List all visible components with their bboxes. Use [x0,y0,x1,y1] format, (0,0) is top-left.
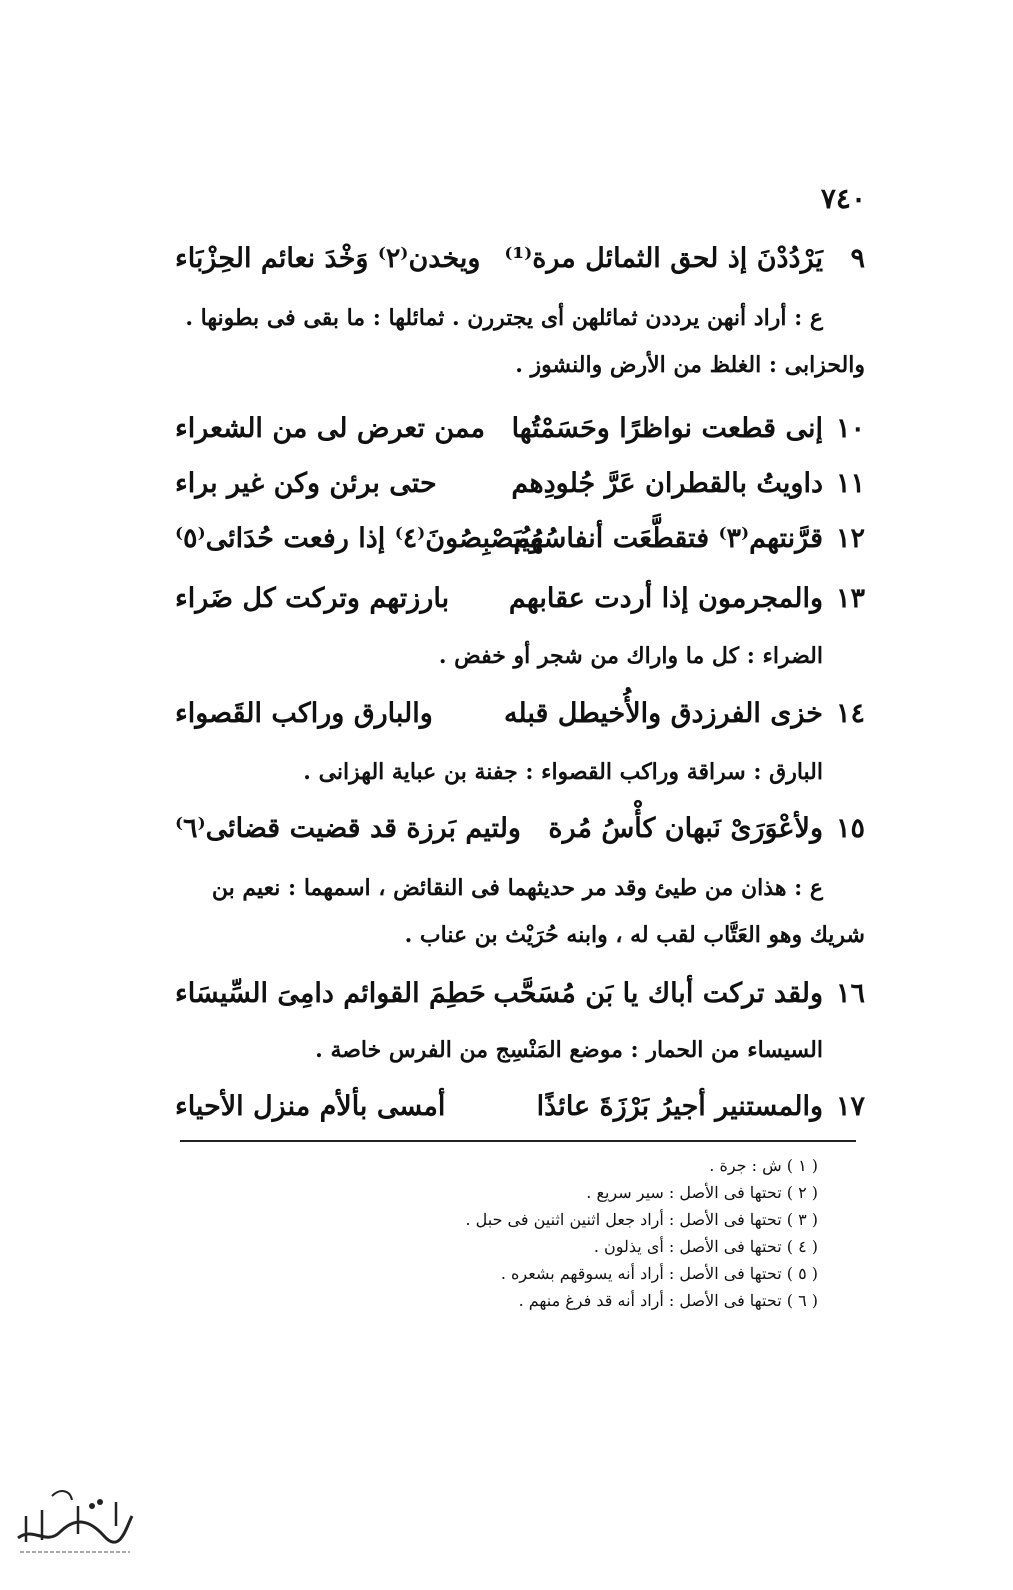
verse-line [175,1083,865,1131]
first-hemistich: قرَّنتهم⁽٣⁾ فتقطَّعَت أنفاسُهُم [513,523,823,554]
commentary-line: ع : هذان من طيئ وقد مر حديثهما فى النقائض ، اسمهما : نعيم بن [211,875,823,901]
verse-number: ١٢ [835,523,865,554]
first-hemistich: داويتُ بالقطران عَرَّ جُلودِهم [511,468,823,499]
footnote: ( ٢ ) تحتها فى الأصل : سير سريع . [586,1183,818,1202]
library-logo-icon [8,1476,138,1566]
first-hemistich: إنى قطعت نواظرًا وحَسَمْتُها [511,413,823,444]
first-hemistich: والمجرمون إذا أردت عقابهم [508,583,823,614]
first-hemistich: ولأعْوَرَىْ نَبهان كأْسُ مُرة [548,813,823,844]
verse-line [175,690,865,738]
second-hemistich: بارزتهم وتركت كل ضَراء [175,583,450,614]
verse-line [175,235,865,283]
verse-number: ١٣ [835,583,865,614]
verse-line [175,515,865,563]
second-hemistich: والبارق وراكب القَصواء [175,698,433,729]
second-hemistich: أمسى بألأم منزل الأحياء [175,1091,446,1122]
verse-number: ١٥ [835,813,865,844]
first-hemistich: يَرْدُدْنَ إذ لحق الثمائل مرة⁽¹⁾ [504,243,823,274]
commentary-line: السيساء من الحمار : موضع المَنْسِج من الفرس خاصة . [315,1037,823,1063]
commentary-line: ع : أراد أنهن يرددن ثمائلهن أى يجتررن . ثمائلها : ما بقى فى بطونها . [185,305,823,331]
second-hemistich: حتى برئن وكن غير براء [175,468,437,499]
footnotes [298,1152,818,1314]
commentary-line: الضراء : كل ما واراك من شجر أو خفض . [438,643,823,669]
second-hemistich: حَطِمَ القوائم دامِىَ السِّيسَاء [175,978,486,1009]
footnote: ( ٦ ) تحتها فى الأصل : أراد أنه قد فرغ منهم . [518,1291,818,1310]
first-hemistich: ولقد تركت أباك يا بَن مُسَحَّب [493,978,823,1009]
verse-line [175,805,865,853]
verse-number: ١٠ [835,413,865,444]
verse-line [175,460,865,508]
verse-number: ١٤ [835,698,865,729]
commentary-line: والحزابى : الغلظ من الأرض والنشوز . [515,352,865,378]
footnote: ( ٣ ) تحتها فى الأصل : أراد جعل اثنين اثنين فى حبل . [465,1210,818,1229]
second-hemistich: ويُبَصْبِصُونَ⁽٤⁾ إذا رفعت حُدَائى⁽٥⁾ [175,523,543,554]
footnote: ( ٤ ) تحتها فى الأصل : أى يذلون . [593,1237,818,1256]
verse-number: ١٧ [835,1091,865,1122]
verse-line [175,405,865,453]
footnote: ( ١ ) ش : جرة . [709,1156,818,1175]
verse-line [175,970,865,1018]
footnote-separator [180,1140,856,1142]
second-hemistich: ممن تعرض لى من الشعراء [175,413,485,444]
second-hemistich: ولتيم بَرزة قد قضيت قضائى⁽٦⁾ [175,813,521,844]
verse-number: ٩ [850,243,865,274]
commentary-line: شريك وهو العَتَّاب لقب له ، وابنه حُرَيْث بن عناب . [404,922,865,948]
verse-line [175,575,865,623]
first-hemistich: والمستنير أجيرُ بَرْزَةَ عائذًا [536,1091,823,1122]
second-hemistich: ويخدن⁽٢⁾ وَخْدَ نعائم الحِزْبَاء [175,243,481,274]
verse-number: ١٦ [835,978,865,1009]
first-hemistich: خزى الفرزدق والأُخيطل قبله [503,698,823,729]
footnote: ( ٥ ) تحتها فى الأصل : أراد أنه يسوقهم بشعره . [500,1264,818,1283]
page-number: ٧٤٠ [820,182,866,215]
verse-number: ١١ [835,468,865,499]
commentary-line: البارق : سراقة وراكب القصواء : جفنة بن عباية الهزانى . [303,759,823,785]
